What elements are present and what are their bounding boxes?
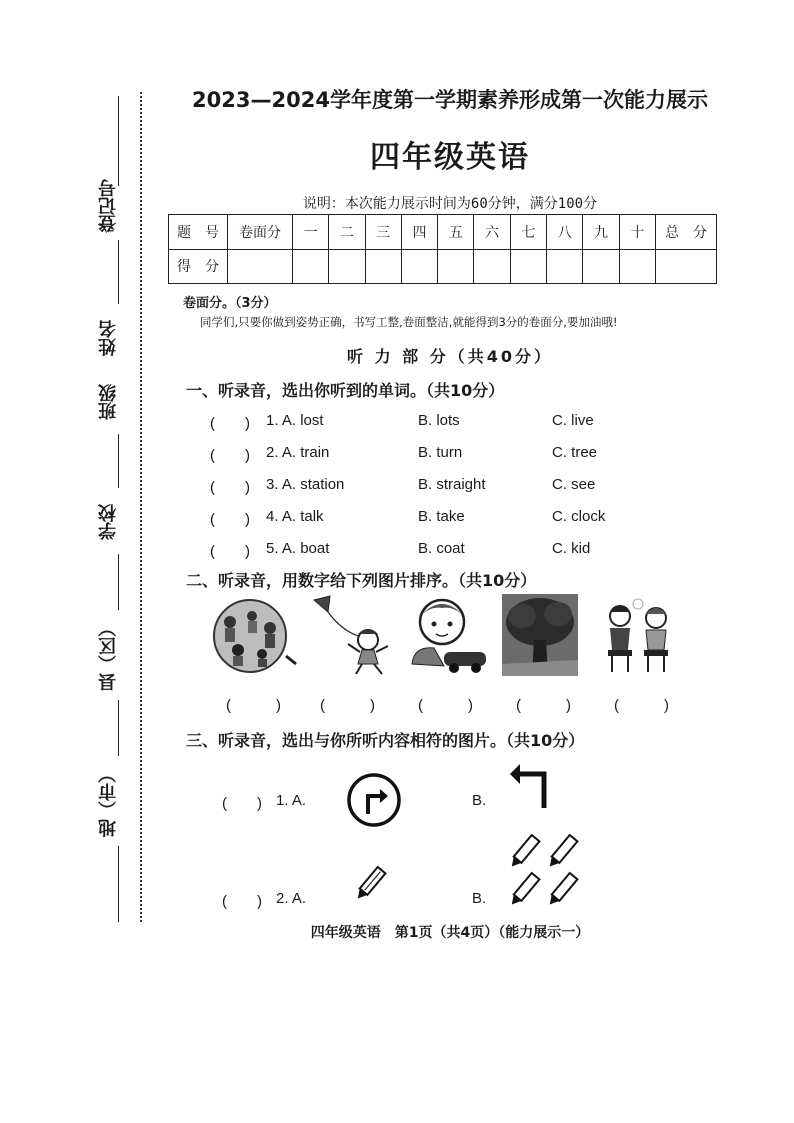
listening-title: 听 力 部 分（共40分） [347,347,553,366]
exam-subject: 四年级英语 [370,140,530,175]
picture-tree [502,594,578,676]
score-input-cell[interactable] [438,249,474,284]
answer-paren[interactable]: ( ) [210,511,250,528]
table-cell: 九 [583,215,619,250]
table-cell: 三 [365,215,401,250]
section1-title: 一、听录音，选出你听到的单词。（共10分） [186,381,505,400]
question-row [210,444,770,468]
exam-note: 说明：本次能力展示时间为60分钟，满分100分 [302,196,598,212]
option-a: 3. A. station [266,476,345,493]
option-c: C. kid [552,540,591,557]
turn-left-arrow-icon [508,758,552,810]
table-cell: 六 [474,215,510,250]
turn-right-sign-icon [344,772,404,828]
option-b: B. turn [418,444,463,461]
picture-boy-car [404,594,494,676]
table-cell: 四 [401,215,437,250]
picture-girl-kite [304,594,396,676]
table-cell: 卷面分 [228,215,293,250]
table-cell: 得 分 [169,249,228,284]
sidebar-line [118,554,119,610]
section2-title: 二、听录音，用数字给下列图片排序。（共10分） [186,571,537,590]
score-input-cell[interactable] [401,249,437,284]
table-cell: 十 [619,215,655,250]
score-table-header-row [169,215,717,250]
question-row [210,540,770,564]
option-c: C. see [552,476,596,493]
neatness-label: 卷面分。（3分） [183,296,277,311]
option-b: B. take [418,508,465,525]
score-input-cell[interactable] [293,249,329,284]
binding-dotted-line [140,92,142,922]
sidebar-line [118,240,119,304]
answer-paren[interactable]: ( ) [210,479,250,496]
score-input-cell[interactable] [474,249,510,284]
sidebar-city: 地（市） [98,765,119,837]
table-cell: 总 分 [656,215,717,250]
option-a: 4. A. talk [266,508,324,525]
exam-title: 2023—2024学年度第一学期素养形成第一次能力展示 [192,88,708,112]
option-a: 1. A. lost [266,412,324,429]
four-pencils-icon [506,834,582,910]
q1-option-b-label: B. [472,792,487,809]
score-input-cell[interactable] [656,249,717,284]
neatness-text: 同学们,只要你做到姿势正确，书写工整,卷面整洁,就能得到3分的卷面分,要加油哦! [200,315,618,329]
sidebar-school: 学校 [98,504,119,540]
sidebar-name: 姓名 [98,320,119,356]
question-row [210,412,770,436]
question-row [210,476,770,500]
order-blank[interactable]: ( ) [614,697,669,714]
answer-paren[interactable]: ( ) [222,893,262,910]
table-cell: 题 号 [169,215,228,250]
table-cell: 八 [547,215,583,250]
sidebar-line [118,96,119,186]
q1-option-a-label: 1. A. [276,792,307,809]
option-c: C. live [552,412,594,429]
score-table [168,214,717,284]
answer-paren[interactable]: ( ) [210,543,250,560]
order-blank[interactable]: ( ) [226,697,281,714]
table-cell: 二 [329,215,365,250]
order-blank[interactable]: ( ) [516,697,571,714]
pencil-icon [352,864,388,904]
option-c: C. tree [552,444,598,461]
sidebar-county: 县（区） [98,619,119,691]
q2-option-a-label: 2. A. [276,890,307,907]
option-b: B. coat [418,540,465,557]
table-cell: 七 [510,215,546,250]
answer-paren[interactable]: ( ) [222,795,262,812]
table-cell: 五 [438,215,474,250]
score-input-cell[interactable] [583,249,619,284]
option-a: 2. A. train [266,444,330,461]
score-input-cell[interactable] [547,249,583,284]
order-blank[interactable]: ( ) [418,697,473,714]
order-blank[interactable]: ( ) [320,697,375,714]
option-b: B. lots [418,412,460,429]
sidebar-class: 班级 [98,384,119,420]
sidebar-registration: 登记号 [98,179,119,233]
question-row [210,508,770,532]
answer-paren[interactable]: ( ) [210,447,250,464]
sidebar-line [118,700,119,756]
option-b: B. straight [418,476,486,493]
page-footer: 四年级英语 第1页（共4页）（能力展示一） [310,925,590,941]
answer-paren[interactable]: ( ) [210,415,250,432]
score-input-cell[interactable] [619,249,655,284]
picture-two-people-sitting [598,594,680,676]
score-input-cell[interactable] [329,249,365,284]
sidebar-line [118,846,119,922]
option-a: 5. A. boat [266,540,330,557]
score-input-cell[interactable] [510,249,546,284]
picture-kids-playing [208,594,298,676]
table-cell: 一 [293,215,329,250]
score-input-cell[interactable] [365,249,401,284]
score-input-cell[interactable] [228,249,293,284]
option-c: C. clock [552,508,606,525]
q2-option-b-label: B. [472,890,487,907]
sidebar-line [118,434,119,488]
section3-title: 三、听录音，选出与你所听内容相符的图片。（共10分） [186,731,585,750]
score-table-score-row [169,249,717,284]
